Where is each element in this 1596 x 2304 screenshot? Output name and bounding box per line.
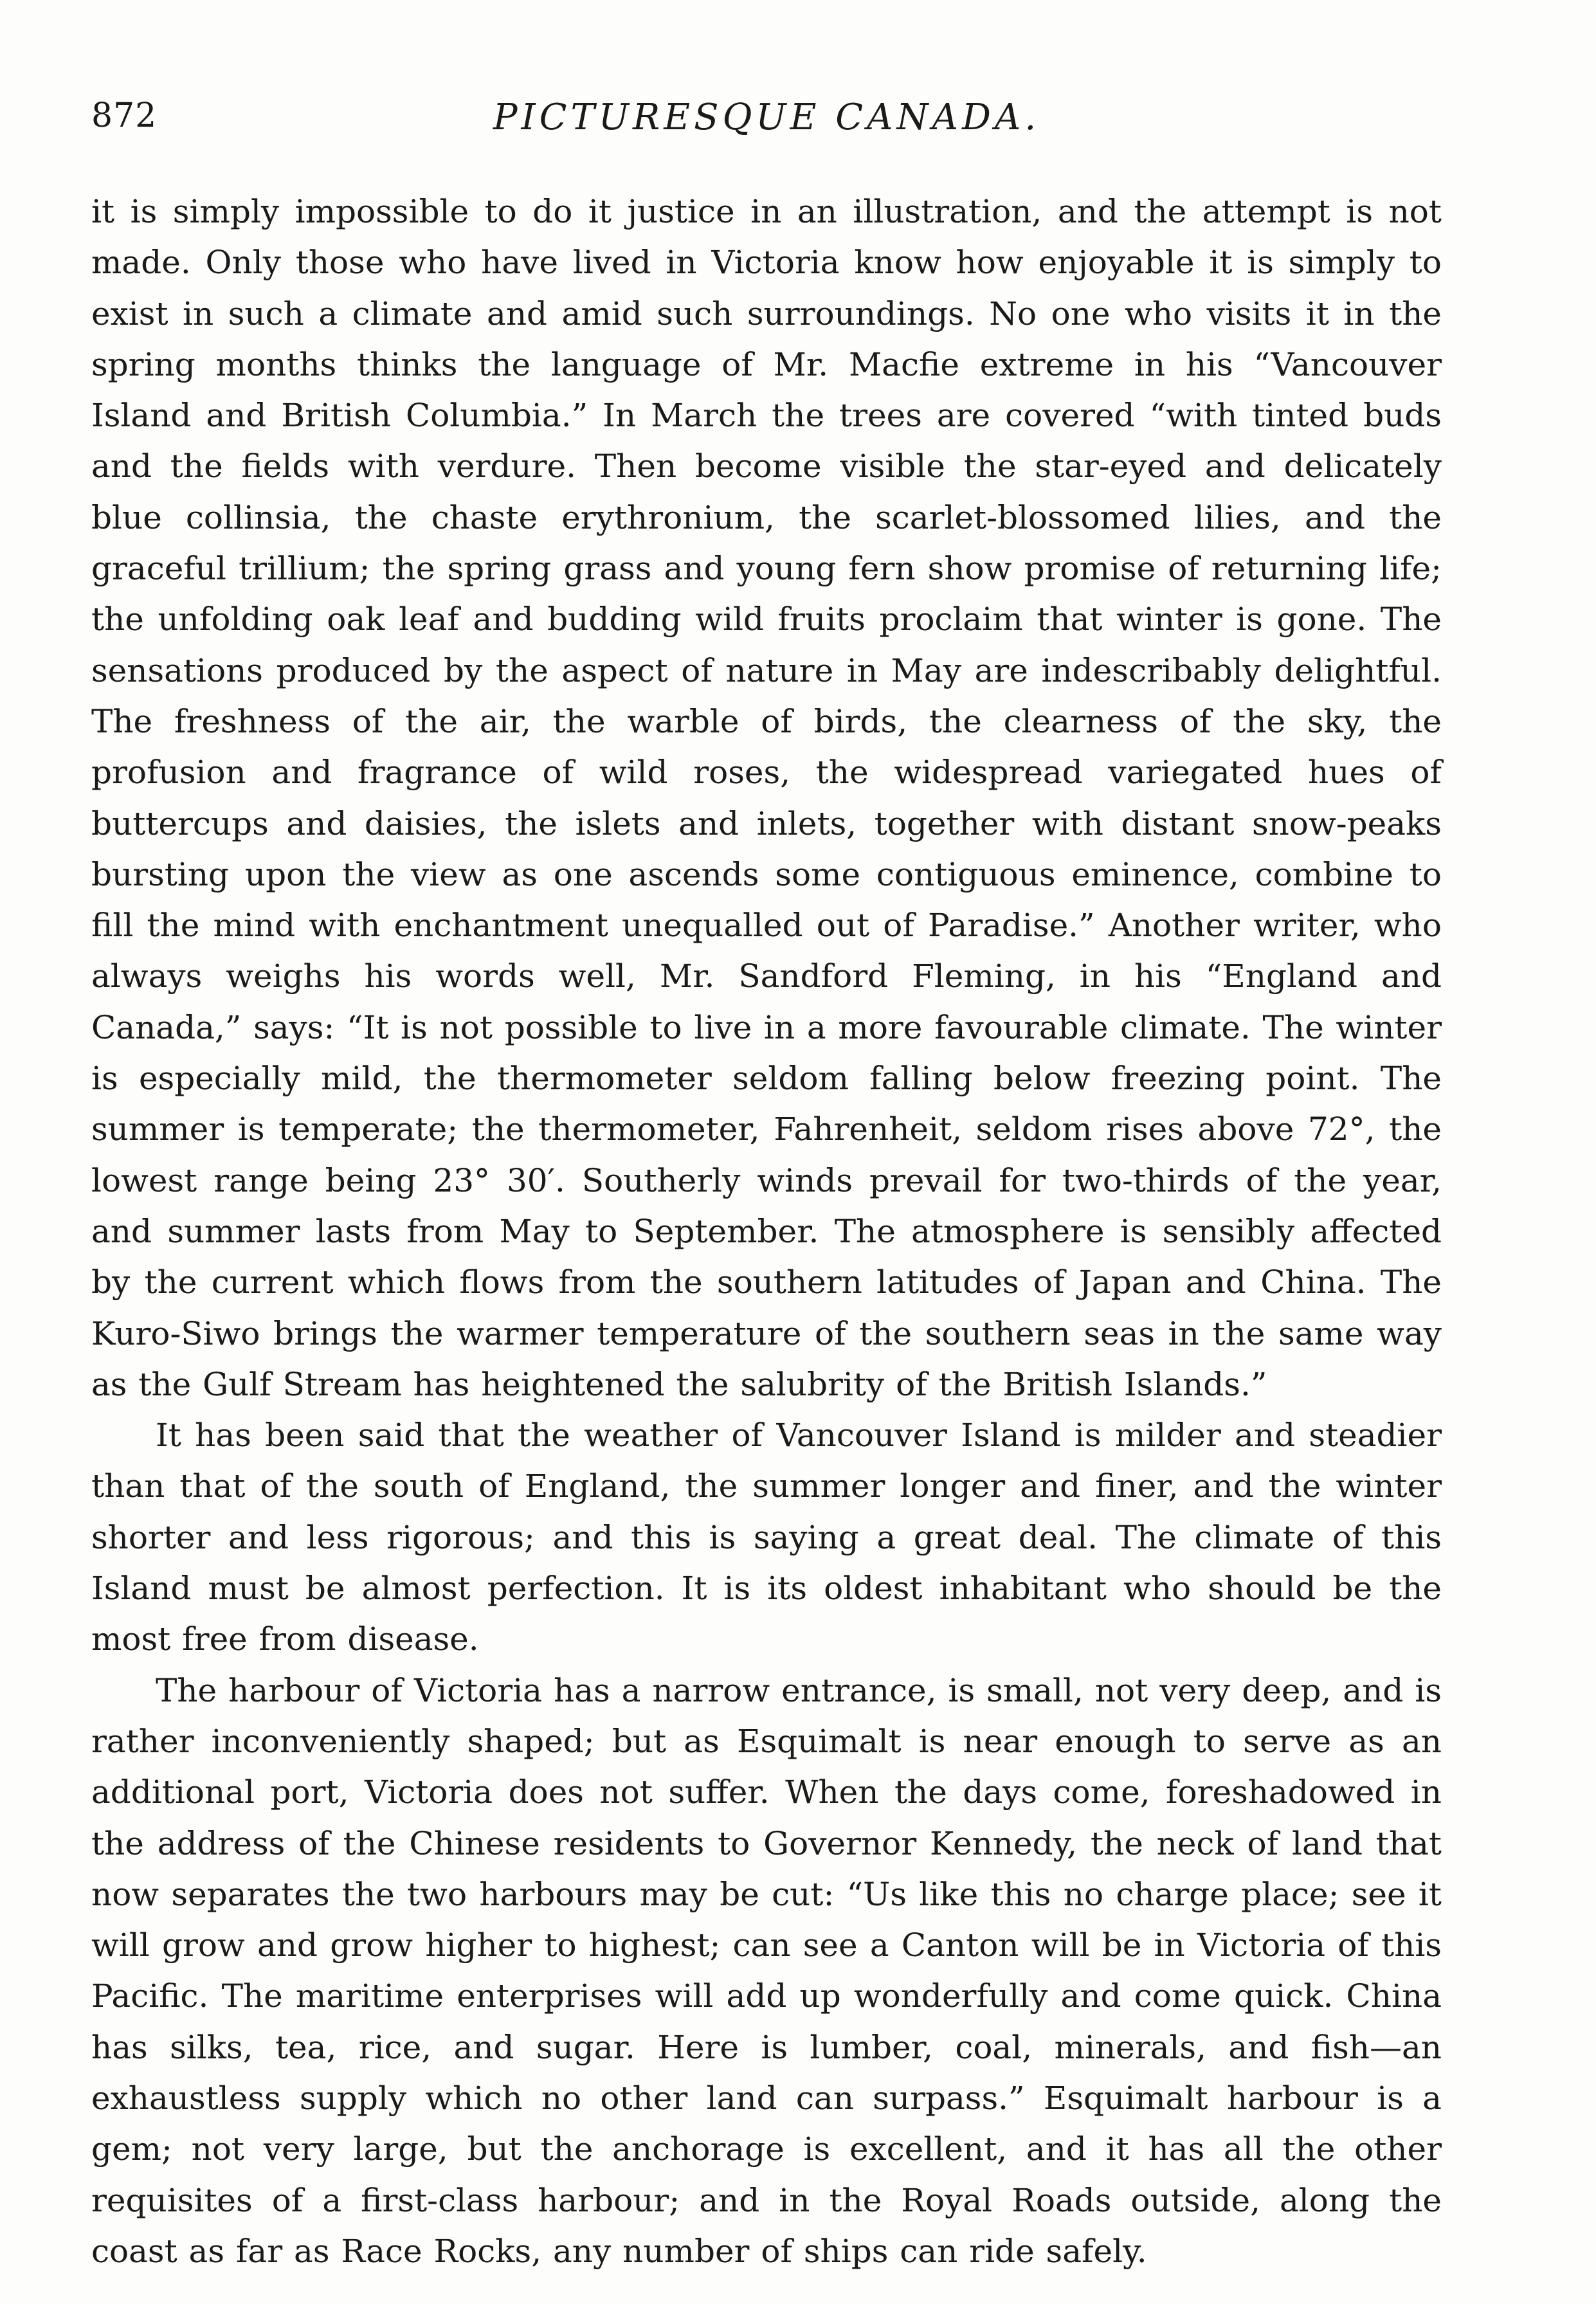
page-header — [91, 96, 1442, 154]
body-text — [91, 186, 1442, 2277]
paragraph-harbour: The harbour of Victoria has a narrow entrance, is small, not very deep, and is rather inconveniently shaped; but as Esquimalt is near enough to serve as an additional port, Victoria does not suffer. When the days come, foreshadowed in the address of the Chinese residents to Governor Kennedy, the neck of land that now separates the two harbours may be cut: “Us like this no charge place; see it will grow and grow higher to highest; can see a Canton will be in Victoria of this Pacific. The maritime enterprises will add up wonderfully and come quick. China has silks, tea, rice, and sugar. Here is lumber, coal, minerals, and fish—an exhaustless supply which no other land can surpass.” Esquimalt harbour is a gem; not very large, but the anchorage is excellent, and it has all the other requisites of a first-class harbour; and in the Royal Roads outside, along the coast as far as Race Rocks, any number of ships can ride safely. — [91, 1671, 1442, 2270]
paragraph-weather: It has been said that the weather of Vancouver Island is milder and steadier than that of the south of England, the summer longer and finer, and the winter shorter and less rigorous; and this is saying a great deal. The climate of this Island must be almost perfection. It is its oldest inhabitant who should be the most free from disease. — [91, 1417, 1442, 1658]
running-title: PICTURESQUE CANADA. — [493, 96, 1040, 138]
page-number: 872 — [91, 96, 158, 135]
paragraph-continued: it is simply impossible to do it justice in an illustration, and the attempt is not made. Only those who have lived in Victoria know how enjoyable it is simply to exist in such a climate and amid such surroundings. No one who visits it in the spring months thinks the language of Mr. Macfie extreme in his “Vancouver Island and British Columbia.” In March the trees are covered “with tinted buds and the fields with verdure. Then become visible the star-eyed and delicately blue collinsia, the chaste erythronium, the scarlet-blossomed lilies, and the graceful trillium; the spring grass and young fern show promise of returning life; the unfolding oak leaf and budding wild fruits proclaim that winter is gone. The sensations produced by the aspect of nature in May are indescribably delightful. The freshness of the air, the warble of birds, the clearness of the sky, the profusion and fragrance of wild roses, the widespread variegated hues of buttercups and daisies, the islets and inlets, together with distant snow-peaks bursting upon the view as one ascends some contiguous eminence, combine to fill the mind with enchantment unequalled out of Paradise.” Another writer, who always weighs his words well, Mr. Sandford Fleming, in his “England and Canada,” says: “It is not possible to live in a more favourable climate. The winter is especially mild, the thermometer seldom falling below freezing point. The summer is temperate; the thermometer, Fahrenheit, seldom rises above 72°, the lowest range being 23° 30′. Southerly winds prevail for two-thirds of the year, and summer lasts from May to September. The atmosphere is sensibly affected by the current which flows from the southern latitudes of Japan and China. The Kuro-Siwo brings the warmer temperature of the southern seas in the same way as the Gulf Stream has heightened the salubrity of the British Islands.” — [91, 193, 1442, 1403]
